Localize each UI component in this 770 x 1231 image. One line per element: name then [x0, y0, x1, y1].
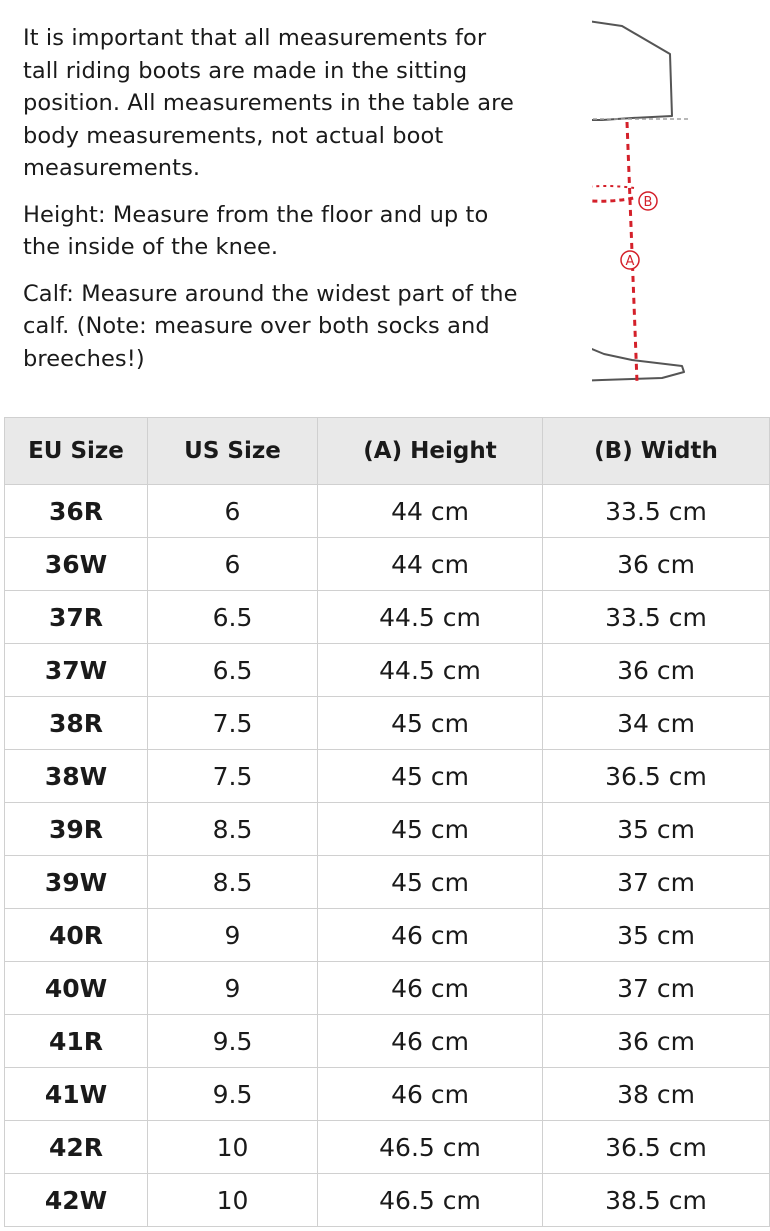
instruction-paragraph: Height: Measure from the floor and up to the inside of the knee. [23, 201, 489, 260]
us-size-cell: 6.5 [148, 644, 318, 697]
width-cell: 37 cm [543, 856, 770, 909]
us-size-cell: 7.5 [148, 750, 318, 803]
width-cell: 36.5 cm [543, 1121, 770, 1174]
header-eu-size: EU Size [5, 418, 148, 485]
us-size-cell: 10 [148, 1174, 318, 1227]
us-size-cell: 7.5 [148, 697, 318, 750]
width-cell: 37 cm [543, 962, 770, 1015]
lower-leg-outline [592, 122, 684, 382]
us-size-cell: 9.5 [148, 1015, 318, 1068]
table-row [5, 1121, 770, 1174]
eu-size-cell: 40R [5, 909, 148, 962]
width-cell: 36 cm [543, 644, 770, 697]
height-cell: 46 cm [318, 1015, 543, 1068]
us-size-cell: 6.5 [148, 591, 318, 644]
width-cell: 36 cm [543, 1015, 770, 1068]
us-size-cell: 10 [148, 1121, 318, 1174]
table-row [5, 485, 770, 538]
eu-size-cell: 36W [5, 538, 148, 591]
height-cell: 46 cm [318, 909, 543, 962]
width-cell: 35 cm [543, 909, 770, 962]
us-size-cell: 9.5 [148, 1068, 318, 1121]
table-row [5, 644, 770, 697]
height-cell: 46.5 cm [318, 1174, 543, 1227]
width-cell: 34 cm [543, 697, 770, 750]
eu-size-cell: 41R [5, 1015, 148, 1068]
instruction-paragraph: It is important that all measurements for tall riding boots are made in the sitting position. All measurements in the table are body measurements, not actual boot measurements. [23, 25, 514, 181]
height-cell: 45 cm [318, 803, 543, 856]
height-cell: 44 cm [318, 538, 543, 591]
height-cell: 46.5 cm [318, 1121, 543, 1174]
label-b: B [643, 195, 653, 210]
width-cell: 33.5 cm [543, 591, 770, 644]
calf-circumference-back [592, 186, 634, 194]
header-width: (B) Width [543, 418, 770, 485]
eu-size-cell: 36R [5, 485, 148, 538]
width-cell: 35 cm [543, 803, 770, 856]
table-row [5, 856, 770, 909]
calf-circumference-line [592, 194, 634, 201]
eu-size-cell: 38R [5, 697, 148, 750]
height-cell: 46 cm [318, 1068, 543, 1121]
width-cell: 36 cm [543, 538, 770, 591]
height-cell: 45 cm [318, 697, 543, 750]
height-cell: 45 cm [318, 856, 543, 909]
eu-size-cell: 38W [5, 750, 148, 803]
table-row [5, 1015, 770, 1068]
table-header-row [5, 418, 770, 485]
us-size-cell: 6 [148, 538, 318, 591]
us-size-cell: 8.5 [148, 803, 318, 856]
eu-size-cell: 42W [5, 1174, 148, 1227]
eu-size-cell: 42R [5, 1121, 148, 1174]
measurement-instructions [23, 22, 523, 389]
eu-size-cell: 37W [5, 644, 148, 697]
us-size-cell: 6 [148, 485, 318, 538]
width-cell: 36.5 cm [543, 750, 770, 803]
size-rows [5, 485, 770, 1227]
height-cell: 44.5 cm [318, 591, 543, 644]
us-size-cell: 8.5 [148, 856, 318, 909]
height-cell: 44 cm [318, 485, 543, 538]
table-row [5, 962, 770, 1015]
eu-size-cell: 37R [5, 591, 148, 644]
us-size-cell: 9 [148, 909, 318, 962]
header-us-size: US Size [148, 418, 318, 485]
table-row [5, 750, 770, 803]
label-a: A [625, 254, 635, 269]
us-size-cell: 9 [148, 962, 318, 1015]
eu-size-cell: 41W [5, 1068, 148, 1121]
table-row [5, 538, 770, 591]
height-cell: 46 cm [318, 962, 543, 1015]
eu-size-cell: 39W [5, 856, 148, 909]
width-cell: 33.5 cm [543, 485, 770, 538]
table-row [5, 1068, 770, 1121]
eu-size-cell: 39R [5, 803, 148, 856]
height-cell: 44.5 cm [318, 644, 543, 697]
eu-size-cell: 40W [5, 962, 148, 1015]
table-row [5, 803, 770, 856]
thigh-outline [592, 10, 672, 120]
table-row [5, 591, 770, 644]
instruction-paragraph: Calf: Measure around the widest part of the calf. (Note: measure over both socks and breeches!) [23, 280, 518, 372]
width-cell: 38.5 cm [543, 1174, 770, 1227]
header-height: (A) Height [318, 418, 543, 485]
leg-measurement-diagram [592, 10, 764, 390]
table-row [5, 909, 770, 962]
height-cell: 45 cm [318, 750, 543, 803]
table-row [5, 1174, 770, 1227]
table-row [5, 697, 770, 750]
width-cell: 38 cm [543, 1068, 770, 1121]
size-chart-table [4, 417, 770, 1227]
